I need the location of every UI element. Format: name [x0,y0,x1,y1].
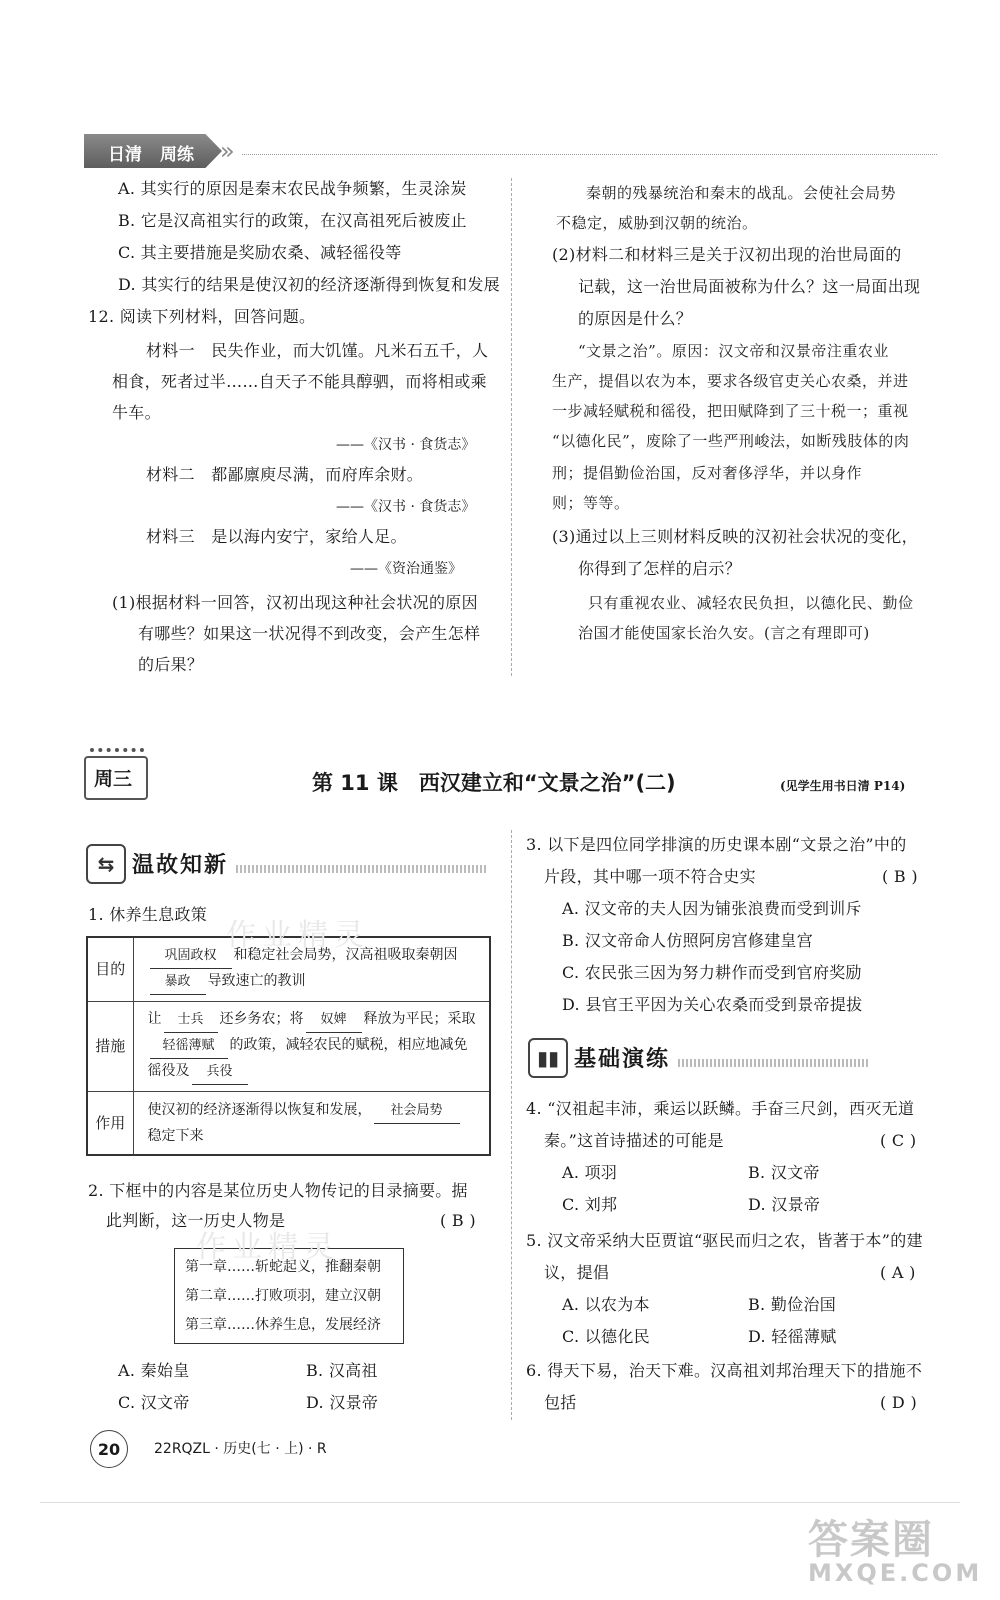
q5-stem-line: 议，提倡 [544,1263,610,1282]
q12-answer-2-line: 刑；提倡勤俭治国，反对奢侈浮华，并以身作 [552,464,863,482]
material-2-source: ——《汉书 · 食货志》 [336,499,476,515]
policy-table [86,936,491,1156]
footer-rule [40,1502,960,1503]
row-key-purpose: 目的 [87,937,133,1001]
q12-sub2-line: 记载，这一治世局面被称为什么？这一局面出现 [578,277,921,296]
row-key-measures: 措施 [87,1001,133,1091]
q12-answer-2-line: 生产，提倡以农为本，要求各级官吏关心农桑，并进 [552,372,909,390]
q6-stem-line: 6. 得天下易，治天下难。汉高祖刘邦治理天下的措施不 [526,1361,923,1380]
catalog-entry: 第三章……休养生息，发展经济 [185,1317,381,1333]
q2-option-b: B. 汉高祖 [306,1361,378,1380]
row-key-effect: 作用 [87,1091,133,1155]
review-section-heading [86,842,496,886]
tag-weekly: 周练 [160,145,194,165]
watermark-line-1: 答案圈 [808,1517,934,1563]
q2-option-a: A. 秦始皇 [118,1361,190,1380]
q2-answer: ( B ) [440,1211,476,1230]
material-1-line: 相食，死者过半……自天子不能具醇驷，而将相或乘 [112,372,487,391]
material-3: 材料三 是以海内安宁，家给人足。 [146,527,407,546]
site-watermark [808,1508,982,1587]
fill-blank: 士兵 [164,1008,218,1033]
q3-stem-line: 3. 以下是四位同学排演的历史课本剧“文景之治”中的 [526,835,907,854]
row-text: 的政策，减轻农民的赋税，相应地减免 [229,1037,468,1053]
swap-arrows-icon: ⇆ [86,844,126,884]
fill-blank: 轻徭薄赋 [150,1034,228,1059]
column-divider [511,178,512,676]
q11-option-a: A. 其实行的原因是秦末农民战争频繁，生灵涂炭 [118,179,467,198]
table-row [87,1091,490,1155]
row-text: 徭役及 [147,1063,190,1079]
q12-answer-1-line: 不稳定，威胁到汉朝的统治。 [556,214,758,232]
fill-blank: 奴婢 [306,1008,362,1033]
q12-answer-2-line: 一步减轻赋税和徭役，把田赋降到了三十税一；重视 [552,402,909,420]
bar-chart-icon: ▮▮ [528,1038,568,1078]
fill-blank: 社会局势 [374,1099,460,1124]
q3-option-c: C. 农民张三因为努力耕作而受到官府奖励 [562,963,862,982]
q12-answer-2-line: “以德化民”，废除了一些严刑峻法，如断残肢体的肉 [552,432,910,450]
fill-blank: 暴政 [150,970,206,995]
watermark-line-2: MXQE.COM [808,1559,983,1587]
q11-option-b: B. 它是汉高祖实行的政策，在汉高祖死后被废止 [118,211,467,230]
q5-option-c: C. 以德化民 [562,1327,650,1346]
fill-blank: 巩固政权 [150,944,232,969]
q4-stem-line: 4. “汉祖起丰沛，乘运以跃鳞。手奋三尺剑，西灭无道 [526,1099,915,1118]
row-text: 导致速亡的教训 [207,973,306,990]
chevron-right-icon: » [220,137,235,165]
q3-option-b: B. 汉文帝命人仿照阿房宫修建皇宫 [562,931,814,950]
catalog-entry: 第二章……打败项羽，建立汉朝 [185,1288,381,1304]
review-item-1: 1. 休养生息政策 [88,905,208,924]
material-2: 材料二 都鄙廪庾尽满，而府库余财。 [146,465,424,484]
q3-option-d: D. 县官王平因为关心农桑而受到景帝提拔 [562,995,863,1014]
q12-sub3-line: 你得到了怎样的启示？ [578,559,742,578]
section-tag [84,134,234,168]
q2-stem-line: 此判断，这一历史人物是 [106,1211,286,1230]
q12-answer-3-line: 治国才能使国家长治久安。(言之有理即可) [578,624,870,642]
q5-option-a: A. 以农为本 [562,1295,650,1314]
q12-answer-1-line: 秦朝的残暴统治和秦末的战乱。会使社会局势 [586,184,897,202]
material-1-source: ——《汉书 · 食货志》 [336,437,476,453]
q4-option-c: C. 刘邦 [562,1195,618,1214]
q12-sub3-line: (3)通过以上三则材料反映的汉初社会状况的变化， [552,527,918,546]
row-value-measures [133,1001,490,1091]
day-badge [84,748,156,802]
q2-stem-line: 2. 下框中的内容是某位历史人物传记的目录摘要。据 [88,1181,468,1200]
day-label: 周三 [94,768,133,790]
q12-answer-2-line: 则；等等。 [552,494,630,512]
column-divider [511,830,512,1420]
material-3-source: ——《资治通鉴》 [350,561,462,577]
material-1-line: 牛车。 [112,403,161,422]
tag-daily: 日清 [108,145,142,165]
q6-stem-line: 包括 [544,1393,577,1412]
q12-sub2-line: (2)材料二和材料三是关于汉初出现的治世局面的 [552,245,902,264]
lesson-reference: (见学生用书日清 P14) [780,779,906,793]
fill-blank: 兵役 [192,1060,248,1085]
q4-answer: ( C ) [880,1131,917,1150]
material-1-line: 材料一 民失作业，而大饥馑。凡米石五千，人 [146,341,489,360]
q5-stem-line: 5. 汉文帝采纳大臣贾谊“驱民而归之农，皆著于本”的建 [526,1231,923,1250]
practice-section-heading [528,1036,928,1080]
q12-sub1-line: (1)根据材料一回答，汉初出现这种社会状况的原因 [112,593,478,612]
header-dotted-rule [242,154,937,155]
page-number: 20 [90,1430,128,1468]
q2-option-c: C. 汉文帝 [118,1393,190,1412]
table-row [87,1001,490,1091]
q2-option-d: D. 汉景帝 [306,1393,379,1412]
row-text: 使汉初的经济逐渐得以恢复和发展， [147,1101,372,1118]
row-text: 让 [147,1011,162,1027]
row-value-effect [133,1091,490,1155]
ghost-watermark: 作业精灵 [226,918,370,953]
ghost-watermark: 作业精灵 [196,1230,340,1265]
lesson-title: 第 11 课 西汉建立和“文景之治”(二) [312,771,676,795]
q3-answer: ( B ) [882,867,918,886]
q4-option-b: B. 汉文帝 [748,1163,820,1182]
q12-sub1-line: 的后果？ [138,655,204,674]
q5-option-b: B. 勤俭治国 [748,1295,837,1314]
row-text: 还乡务农；将 [219,1011,304,1027]
catalog-entry: 第一章……斩蛇起义，推翻秦朝 [185,1259,381,1275]
q6-answer: ( D ) [880,1393,917,1412]
q11-option-d: D. 其实行的结果是使汉初的经济逐渐得到恢复和发展 [118,275,500,294]
q11-option-c: C. 其主要措施是奖励农桑、减轻徭役等 [118,243,402,262]
row-text: 释放为平民；采取 [363,1011,476,1027]
q12-sub2-line: 的原因是什么？ [578,309,693,328]
q12-answer-2-line: “文景之治”。原因：汉文帝和汉景帝注重农业 [578,342,889,360]
row-text: 稳定下来 [147,1127,204,1144]
q3-stem-line: 片段，其中哪一项不符合史实 [544,867,756,886]
q5-answer: ( A ) [880,1263,916,1282]
review-heading-label: 温故知新 [132,853,229,878]
q3-option-a: A. 汉文帝的夫人因为铺张浪费而受到训斥 [562,899,862,918]
q4-option-a: A. 项羽 [562,1163,618,1182]
q4-stem-line: 秦。”这首诗描述的可能是 [544,1131,724,1150]
q12-answer-3-line: 只有重视农业、减轻农民负担，以德化民、勤俭 [588,594,914,612]
book-code: 22RQZL · 历史(七 · 上) · R [154,1441,327,1457]
q12-stem: 12. 阅读下列材料，回答问题。 [88,307,316,326]
q4-option-d: D. 汉景帝 [748,1195,821,1214]
q12-sub1-line: 有哪些？如果这一状况得不到改变，会产生怎样 [138,624,481,643]
row-text: 和稳定社会局势，汉高祖吸取秦朝因 [233,947,458,964]
q5-option-d: D. 轻徭薄赋 [748,1327,837,1346]
practice-heading-label: 基础演练 [574,1047,671,1072]
